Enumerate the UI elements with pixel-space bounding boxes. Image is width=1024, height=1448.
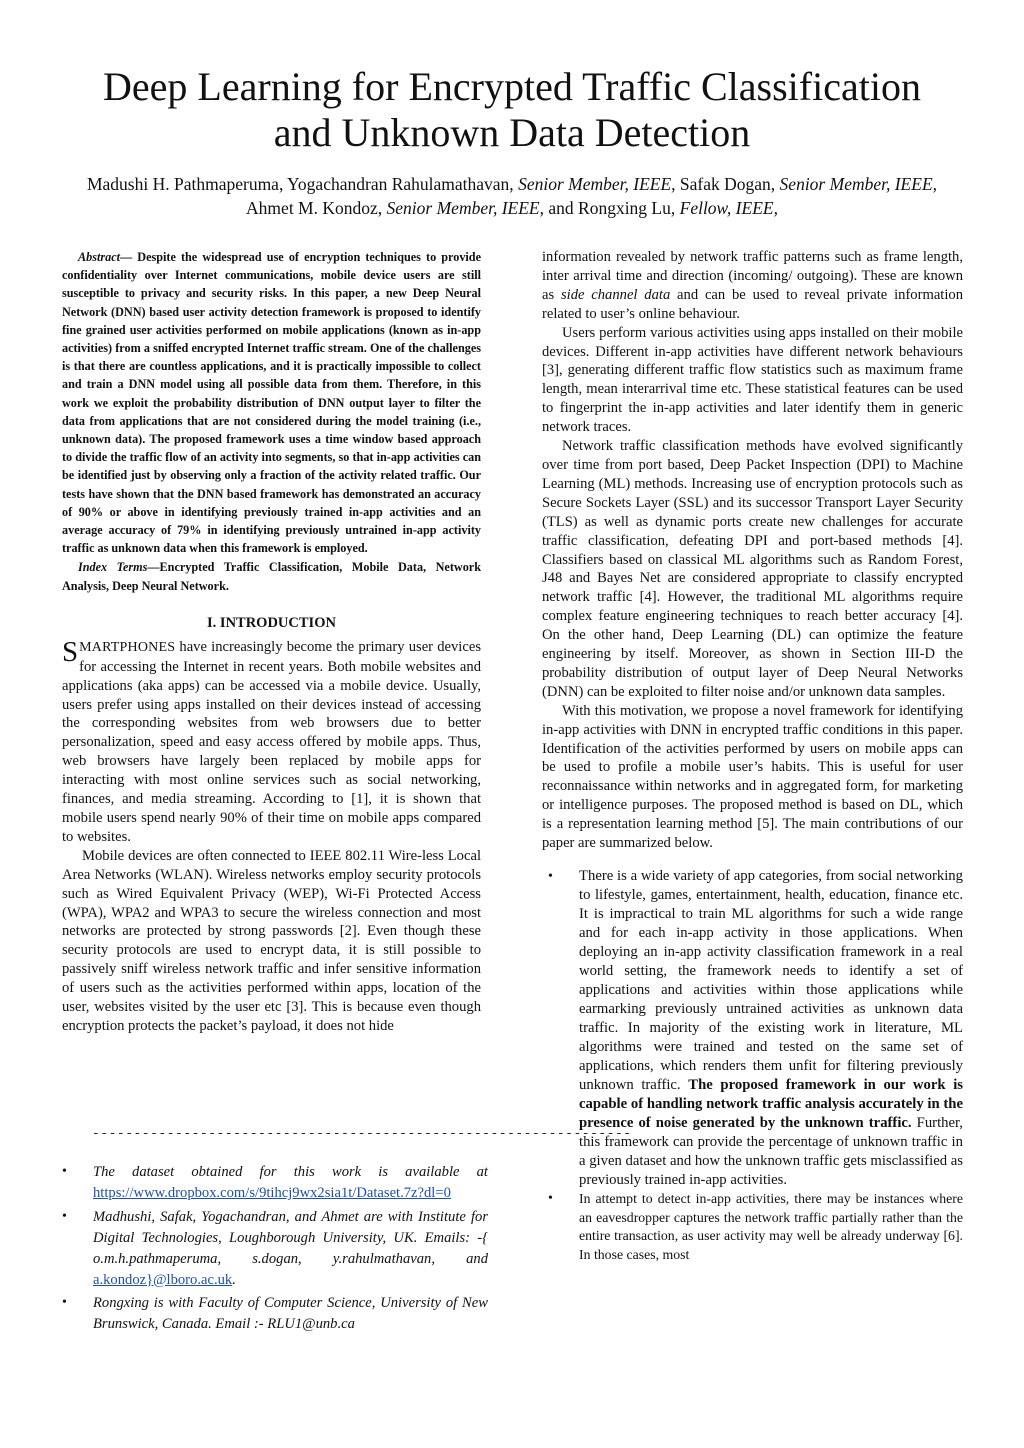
footnote-affiliation-2 <box>62 1293 488 1335</box>
footnote-affiliation-end: . <box>232 1271 236 1288</box>
list-item <box>542 867 963 1190</box>
title-line-2: and Unknown Data Detection <box>273 110 751 155</box>
email-link[interactable]: a.kondoz}@lboro.ac.uk <box>93 1271 233 1288</box>
footnote-affiliation-1 <box>62 1207 488 1291</box>
footnote-affiliation-text: Madhushi, Safak, Yogachandran, and Ahmet are with Institute for Digital Technologies, Loughborough University, UK. Emails: -{ o.m.h.pathmaperuma, s.dogan, y.rahulmathavan, and <box>93 1208 488 1267</box>
bullet-icon: • <box>62 1295 67 1311</box>
index-terms <box>62 558 481 594</box>
paper-title <box>40 64 984 156</box>
contribution-1-bold: The proposed framework in our work is capable of handling network traffic analysis accurately in the presence of noise generated by the unknown traffic. <box>579 1077 964 1131</box>
right-paragraph-2: Users perform various activities using apps installed on their mobile devices. Different in-app activities have different network behaviours [3], generating different traffic flow statistics such as maximum frame length, mean interarrival time etc. These statistical features can be used to fingerprint the in-app activities and later identify them in generic network traces. <box>542 324 963 436</box>
contribution-2-text: In attempt to detect in-app activities, there may be instances where an eavesdropper captures the network traffic partially rather than the entire transaction, as user activity may well be already underway [6]. In those cases, most <box>579 1191 963 1263</box>
drop-cap: S <box>62 635 79 668</box>
abstract-text: — Despite the widespread use of encryption techniques to provide confidentiality over Internet communications, mobile device users are still susceptible to privacy and security risks. In this paper, a new Deep Neural Network (DNN) based user activity detection framework is proposed to identify fine grained user activities performed on mobile applications (known as in-app activities) from a sniffed encrypted Internet traffic stream. One of the challenges is that there are countless applications, and it is practically impossible to collect and train a DNN model using all possible data from them. Therefore, in this work we exploit the probability distribution of DNN output layer to filter the data from applications that are not considered during the model training (i.e., unknown data). The proposed framework uses a time window based approach to divide the traffic flow of an activity into segments, so that in-app activities can be identified just by observing only a fraction of the activity related traffic. Our tests have shown that the DNN based framework has demonstrated an accuracy of 90% or above in identifying previously trained in-app activities and an average accuracy of 79% in identifying previously untrained in-app activity traffic as unknown data when this framework is employed. <box>62 250 481 556</box>
intro-smallcaps: MARTPHONES <box>79 639 176 655</box>
right-paragraph-1 <box>542 248 963 324</box>
right-paragraph-3: Network traffic classification methods have evolved significantly over time from port based, Deep Packet Inspection (DPI) to Machine Learning (ML) methods. Increasing use of encryption protocols such as Secure Sockets Layer (SSL) and its successor Transport Layer Security (TLS) as well as dynamic ports create new challenges for accurate traffic classification, defeating DPI and port-based methods [4]. Classifiers based on classical ML algorithms such as Random Forest, J48 and Bayes Net are considered appropriate to classify encrypted network traffic [4]. However, the traditional ML algorithms require complex feature engineering techniques to reach better accuracy [4]. On the other hand, Deep Learning (DL) can optimize the feature engineering by itself. Moreover, as shown in Section III-D the probability distribution of output layer of Deep Neural Networks (DNN) can be exploited to filter noise and/or unknown data samples. <box>542 438 963 700</box>
author-names-2: Safak Dogan, <box>675 174 780 194</box>
contribution-1-text: There is a wide variety of app categories, from social networking to lifestyle, games, entertainment, health, education, finance etc. It is impractical to train ML algorithms for such a wide range and for each in-app activity in those applications. When deploying an in-app activity classification framework in a real world setting, the framework needs to identify a set of applications and activities within those applications while earmarking previously untrained activities as unknown data traffic. In majority of the existing work in literature, ML algorithms were trained and tested on the same set of applications, which renders them unfit for filtering previously unknown traffic. <box>579 868 963 1093</box>
footnote-dataset <box>62 1162 488 1204</box>
right-p1-text-a: information revealed by network traffic patterns such as frame length, inter arrival time and direction (incoming/ outgoing). These are known as <box>542 249 963 303</box>
index-terms-text: —Encrypted Traffic Classification, Mobile Data, Network Analysis, Deep Neural Network. <box>62 560 481 593</box>
right-column <box>542 248 963 1265</box>
section-heading-introduction: I. INTRODUCTION <box>207 614 336 631</box>
author-names-3: Ahmet M. Kondoz, <box>246 198 387 218</box>
right-paragraph-4: With this motivation, we propose a novel framework for identifying in-app activities with DNN in encrypted traffic conditions in this paper. Identification of the activities performed by users on mobile apps can be used to profile a mobile user’s habits. This is useful for user reconnaissance within networks and in aggregated form, for marketing or intelligence purposes. The proposed method is based on DL, which is a representation learning method [5]. The main contributions of our paper are summarized below. <box>542 702 963 852</box>
author-role-4: Fellow, IEEE, <box>679 198 778 218</box>
author-names-4: and Rongxing Lu, <box>544 198 680 218</box>
author-names-1: Madushi H. Pathmaperuma, Yogachandran Rahulamathavan, <box>86 174 519 194</box>
author-role-1: Senior Member, IEEE, <box>518 174 676 194</box>
bullet-icon: • <box>62 1164 67 1179</box>
author-list <box>70 172 954 220</box>
index-terms-label: Index Terms <box>78 560 148 575</box>
title-line-1: Deep Learning for Encrypted Traffic Classification <box>103 64 921 109</box>
dataset-link[interactable]: https://www.dropbox.com/s/9tihcj9wx2sia1t/Dataset.7z?dl=0 <box>93 1184 451 1201</box>
abstract <box>62 248 481 557</box>
author-role-2: Senior Member, IEEE, <box>779 174 938 194</box>
left-column <box>62 248 481 1036</box>
contributions-list <box>542 867 963 1265</box>
abstract-label: Abstract <box>78 250 120 264</box>
author-role-3: Senior Member, IEEE, <box>386 198 544 218</box>
bullet-icon: • <box>548 869 553 884</box>
bullet-icon: • <box>62 1208 67 1224</box>
bullet-icon: • <box>548 1191 553 1206</box>
contribution-1-tail: Further, this framework can provide the percentage of unknown traffic in a given dataset and how the unknown traffic gets misclassified as previously trained in-app activities. <box>579 1115 963 1188</box>
footnote-rule: ----------------------------------------------------------------- <box>92 1126 632 1141</box>
side-channel-emphasis: side channel data <box>560 286 671 303</box>
intro-p1-text: have increasingly become the primary user devices for accessing the Internet in recent years. Both mobile websites and applications (aka apps) can be accessed via a mobile device. Usually, users prefer using apps installed on their devices instead of accessing the corresponding websites from web browsers due to better personalization, speed and easy access offered by mobile apps. Thus, web browsers have largely been replaced by mobile apps for interacting with most online services such as social networking, finances, and media streaming. According to [1], it is shown that mobile users spend nearly 90% of their time on mobile apps compared to websites. <box>62 638 481 845</box>
intro-paragraph-2: Mobile devices are often connected to IEEE 802.11 Wire-less Local Area Networks (WLAN). Wireless networks employ security protocols such as Wired Equivalent Privacy (WEP), Wi-Fi Protected Access (WPA), WPA2 and WPA3 to secure the wireless connection and most networks are protected by strong passwords [2]. Even though these security protocols are used to encrypt data, it is still possible to passively sniff wireless network traffic and infer sensitive information of users such as the activities performed within apps, location of the user, websites visited by the user etc [3]. This is because even though encryption protects the packet’s payload, it does not hide <box>62 847 481 1034</box>
footnote-affiliation-2-text: Rongxing is with Faculty of Computer Science, University of New Brunswick, Canada. Email :- RLU1@unb.ca <box>93 1295 488 1333</box>
right-p1-text-b: and can be used to reveal private information related to user’s online behaviour. <box>542 286 963 322</box>
footnotes <box>62 1162 488 1338</box>
footnote-dataset-text: The dataset obtained for this work is available at <box>93 1164 488 1180</box>
intro-paragraph-1 <box>62 635 481 847</box>
list-item <box>542 1190 963 1265</box>
